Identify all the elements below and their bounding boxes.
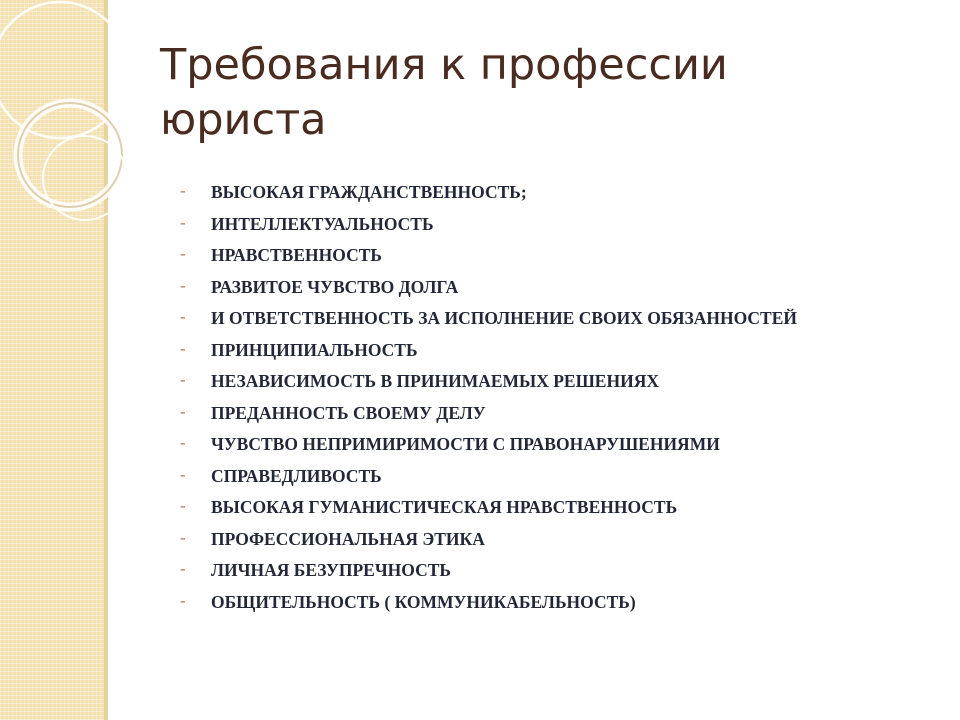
bullet-dash: - — [180, 559, 186, 578]
list-item-text: ЧУВСТВО НЕПРИМИРИМОСТИ С ПРАВОНАРУШЕНИЯМИ — [211, 434, 720, 454]
bullet-dash: - — [180, 370, 186, 389]
bullet-dash: - — [180, 590, 186, 610]
ring-medium-inner — [18, 103, 122, 207]
list-item-text: И ОТВЕТСТВЕННОСТЬ ЗА ИСПОЛНЕНИЕ СВОИХ ОБЯЗАННОСТЕЙ — [211, 308, 798, 328]
bullet-dash: - — [180, 433, 186, 452]
list-item-text: СПРАВЕДЛИВОСТЬ — [211, 465, 382, 486]
bullet-dash: - — [180, 527, 186, 547]
list-item — [180, 464, 830, 489]
list-item-text: ЛИЧНАЯ БЕЗУПРЕЧНОСТЬ — [211, 560, 451, 580]
list-item — [180, 306, 830, 331]
list-item — [180, 338, 830, 363]
list-item — [180, 212, 830, 237]
list-item — [180, 401, 830, 426]
list-item — [180, 243, 830, 268]
page-title: Требования к профессии юриста — [160, 40, 728, 145]
list-item-text: ИНТЕЛЛЕКТУАЛЬНОСТЬ — [211, 213, 434, 234]
list-item-text: ПРОФЕССИОНАЛЬНАЯ ЭТИКА — [211, 528, 485, 549]
list-item — [180, 369, 830, 394]
list-item-text: ВЫСОКАЯ ГУМАНИСТИЧЕСКАЯ НРАВСТВЕННОСТЬ — [211, 497, 678, 517]
bullet-dash: - — [180, 275, 186, 295]
list-item — [180, 275, 830, 300]
bullet-dash: - — [180, 401, 186, 421]
list-item — [180, 432, 830, 457]
requirements-list — [180, 180, 830, 621]
bullet-dash: - — [180, 338, 186, 358]
list-item — [180, 495, 830, 520]
list-item — [180, 558, 830, 583]
bullet-dash: - — [180, 307, 186, 326]
bullet-dash: - — [180, 212, 186, 232]
list-item-text: РАЗВИТОЕ ЧУВСТВО ДОЛГА — [211, 276, 459, 297]
bullet-dash: - — [180, 464, 186, 484]
list-item-text: НРАВСТВЕННОСТЬ — [211, 245, 382, 265]
list-item-text: ВЫСОКАЯ ГРАЖДАНСТВЕННОСТЬ; — [211, 182, 527, 202]
list-item — [180, 180, 830, 205]
list-item-text: ПРИНЦИПИАЛЬНОСТЬ — [211, 339, 418, 360]
bullet-dash: - — [180, 244, 186, 263]
decorative-rings — [0, 0, 160, 260]
bullet-dash: - — [180, 181, 186, 200]
list-item-text: НЕЗАВИСИМОСТЬ В ПРИНИМАЕМЫХ РЕШЕНИЯХ — [211, 371, 659, 391]
bullet-dash: - — [180, 496, 186, 515]
list-item — [180, 590, 830, 615]
list-item-text: ПРЕДАННОСТЬ СВОЕМУ ДЕЛУ — [211, 402, 486, 423]
list-item-text: ОБЩИТЕЛЬНОСТЬ ( КОММУНИКАБЕЛЬНОСТЬ) — [211, 591, 636, 612]
list-item — [180, 527, 830, 552]
